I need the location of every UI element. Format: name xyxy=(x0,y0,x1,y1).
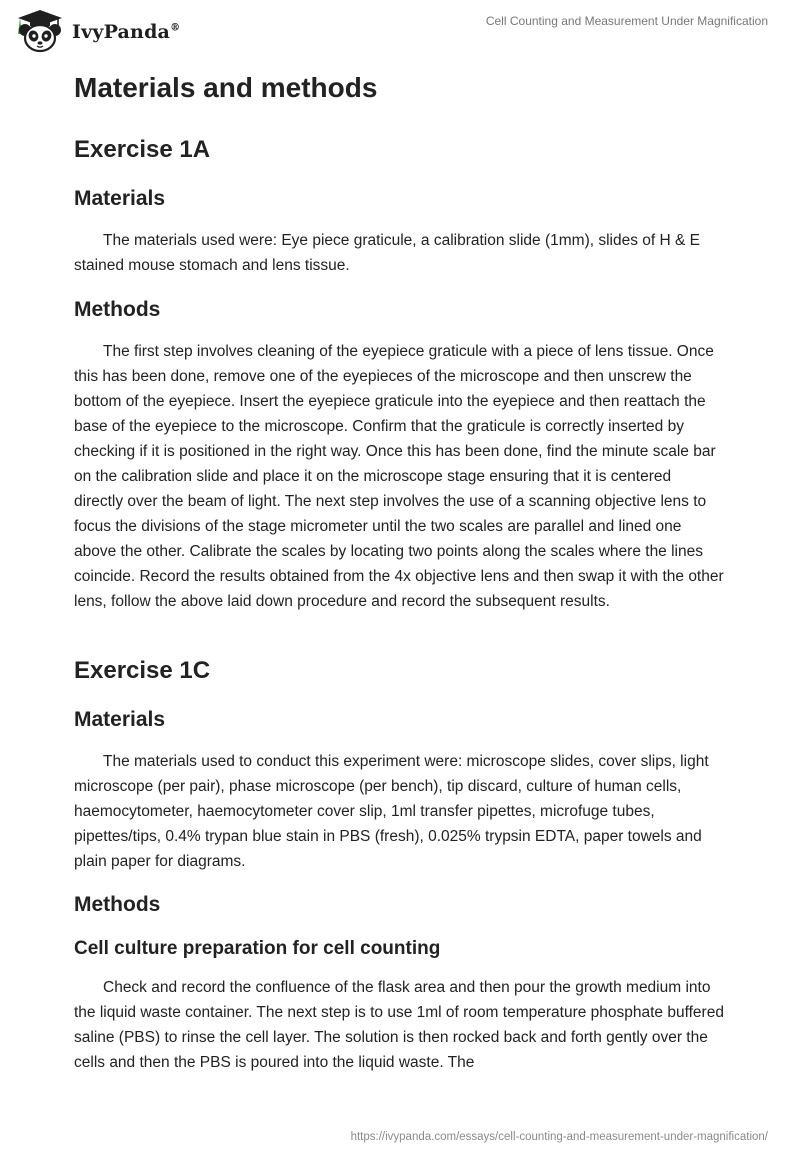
running-title: Cell Counting and Measurement Under Magnification xyxy=(485,14,768,28)
page-title: Materials and methods xyxy=(74,72,378,103)
exercise-1a-heading: Exercise 1A xyxy=(74,136,211,163)
exercise-1c-heading: Exercise 1C xyxy=(74,657,211,684)
cell-culture-paragraph: Check and record the confluence of the flask area and then pour the growth medium into the liquid waste container. The next step is to use 1ml of room temperature phosphate buffered saline (PBS) to rinse the cell layer. The solution is then rocked back and forth gently over the cells and then the PBS is poured into the liquid waste. The xyxy=(74,979,724,1071)
source-url[interactable]: https://ivypanda.com/essays/cell-counting-and-measurement-under-magnification/ xyxy=(350,1131,768,1143)
exercise-1a-materials-heading: Materials xyxy=(74,187,166,210)
logo-wordmark: IvyPanda® xyxy=(72,21,181,43)
exercise-1c-materials-paragraph: The materials used to conduct this experiment were: microscope slides, cover slips, light microscope (per pair), phase microscope (per bench), tip discard, culture of human cells, haemocytometer, haemocytometer cover slip, 1ml transfer pipettes, microfuge tubes, pipettes/tips, 0.4% trypan blue stain in PBS (fresh), 0.025% trypsin EDTA, paper towels and plain paper for diagrams. xyxy=(74,753,709,870)
exercise-1a-methods-heading: Methods xyxy=(74,298,161,321)
exercise-1c-methods-heading: Methods xyxy=(74,893,161,916)
exercise-1a-materials-paragraph: The materials used were: Eye piece graticule, a calibration slide (1mm), slides of H & E stained mouse stomach and lens tissue. xyxy=(74,232,700,274)
panda-graduation-cap-icon xyxy=(14,8,66,54)
exercise-1a-methods-paragraph: The first step involves cleaning of the eyepiece graticule with a piece of lens tissue. Once this has been done, remove one of the eyepieces of the microscope and then unscrew the bottom of the eyepiece. Insert the eyepiece graticule into the eyepiece and then reattach the base of the eyepiece to the microscope. Confirm that the graticule is correctly inserted by checking if it is positioned in the right way. Once this has been done, find the minute scale bar on the calibration slide and place it on the microscope stage ensuring that it is centered directly over the beam of light. The next step involves the use of a scanning objective lens to focus the divisions of the stage micrometer until the two scales are parallel and lined one above the other. Calibrate the scales by locating two points along the scales where the lines coincide. Record the results obtained from the 4x objective lens and then swap it with the other lens, follow the above laid down procedure and record the subsequent results. xyxy=(74,343,724,610)
exercise-1c-materials-heading: Materials xyxy=(74,708,166,731)
cell-culture-subheading: Cell culture preparation for cell counting xyxy=(74,938,441,959)
ivypanda-logo[interactable] xyxy=(14,8,180,54)
page-header xyxy=(0,0,800,60)
